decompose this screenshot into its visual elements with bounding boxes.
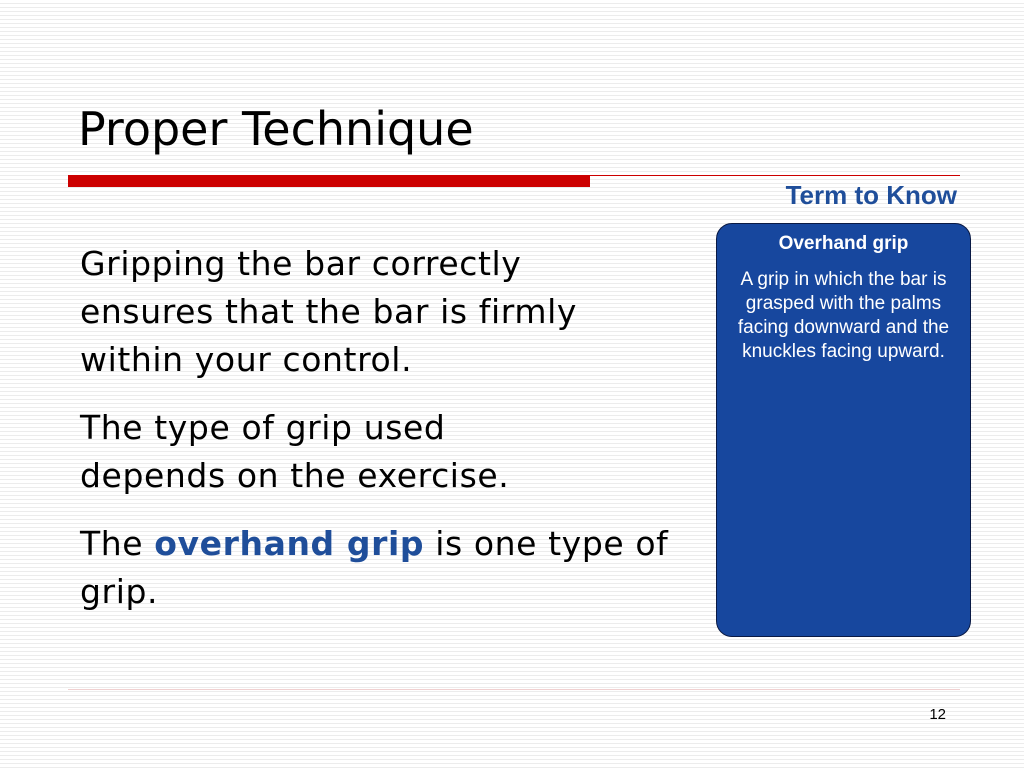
- overhand-text-after: is one type of grip.: [80, 524, 669, 611]
- title-underline-accent: [68, 175, 590, 187]
- body-paragraph-grip-type: The type of grip used depends on the exercise.: [80, 408, 510, 495]
- slide-body: [80, 240, 700, 636]
- slide-title: Proper Technique: [78, 102, 474, 156]
- body-paragraph-gripping: Gripping the bar correctly ensures that the bar is firmly within your control.: [80, 244, 577, 379]
- term-definition: A grip in which the bar is grasped with the palms facing downward and the knuckles facing upward.: [737, 268, 950, 363]
- footer-divider: [68, 689, 960, 690]
- title-underline-thin: [590, 175, 960, 176]
- overhand-grip-highlight: overhand grip: [154, 524, 425, 563]
- page-number: 12: [929, 706, 946, 723]
- overhand-text-before: The: [80, 524, 155, 563]
- term-to-know-heading: Term to Know: [785, 180, 957, 210]
- term-definition-box: [716, 223, 971, 637]
- body-paragraph-overhand: [80, 520, 670, 616]
- term-name: Overhand grip: [778, 233, 909, 254]
